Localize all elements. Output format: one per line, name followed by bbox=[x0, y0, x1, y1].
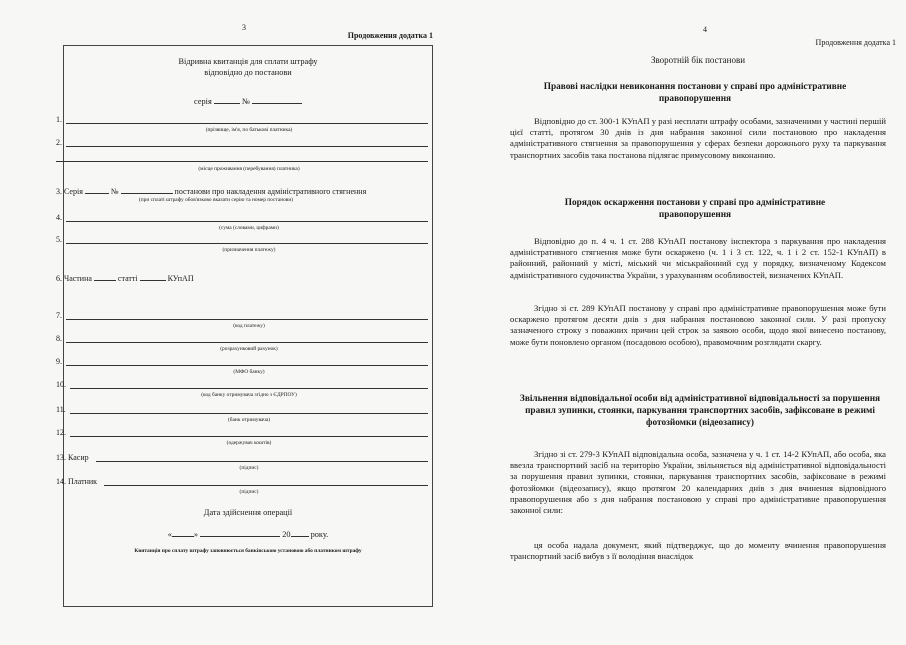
payer-signature-field[interactable] bbox=[104, 485, 428, 486]
row6-article-field[interactable] bbox=[140, 273, 166, 281]
form-row-3 bbox=[56, 186, 366, 196]
row-caption: (одержувач коштів) bbox=[226, 440, 272, 446]
row3-series-label: 3. Серія bbox=[56, 187, 83, 196]
paragraph-exemption: Згідно зі ст. 279-3 КУпАП відповідальна особа, зазначена у ч. 1 ст. 14-2 КУпАП, або особа, яка ввезла транспортний засіб на територію України, звільняється від адміністративної відповідальності за порушення правил зупинки, стоянки, паркування транспортних засобів, зафіксоване в режимі фотозйомки (відеозапису), якщо протягом 20 календарних днів з дня вчинення відповідного правопорушення або з дня набрання постановою у справі про адміністративне правопорушення законної сили: bbox=[510, 449, 886, 516]
row-number: 7. bbox=[56, 311, 62, 320]
payer-label: 14. Платник bbox=[56, 477, 98, 486]
form-footnote: Квитанція про сплату штрафу заповнюється банківською установою або платником штрафу bbox=[134, 548, 362, 554]
row-caption: (сума (словами, цифрами) bbox=[219, 225, 279, 231]
row-caption: (призначення платежу) bbox=[222, 247, 276, 253]
paragraph-appeal-2: Згідно зі ст. 289 КУпАП постанову у справі про адміністративне правопорушення може бути оскаржено протягом десяти днів з дня набрання постановою законної сили. У разі пропуску зазначеного строку з поважних причин цей строк за заявою особи, щодо якої винесено постанову, може бути поновлено органом (посадовою особою), правомочним розглядати скаргу. bbox=[510, 303, 886, 347]
row-caption: (прізвище, ім'я, по батькові платника) bbox=[205, 127, 293, 133]
heading-appeal-procedure: Порядок оскарження постанови у справі про адміністративне правопорушення bbox=[564, 198, 826, 220]
row-caption: (код банку отримувача згідно з ЄДРПОУ) bbox=[201, 392, 297, 398]
right-page bbox=[453, 0, 906, 645]
form-row-8 bbox=[56, 333, 434, 345]
paragraph-consequences: Відповідно до ст. 300-1 КУпАП у разі несплати штрафу особами, зазначеними у частині першій цієї статті, протягом 30 днів із дня набрання законної сили постановою про накладення адміністративного стягнення за правопорушення у сферах безпеки дорожнього руху та паркування транспортних засобів така постанова підлягає примусовому виконанню. bbox=[510, 116, 886, 160]
row-number: 1. bbox=[56, 115, 62, 124]
row3-hint: (при сплаті штрафу обов'язково вказати серію та номер постанови) bbox=[139, 197, 294, 203]
mfo-field[interactable] bbox=[66, 365, 428, 366]
row-caption: (МФО банку) bbox=[233, 369, 265, 375]
row-number: 12. bbox=[56, 428, 66, 437]
month-field[interactable] bbox=[200, 529, 280, 537]
row-caption: (підпис) bbox=[239, 465, 259, 471]
number-field[interactable] bbox=[252, 96, 302, 104]
row-caption: (розрахунковий рахунок) bbox=[220, 346, 278, 352]
payer-address-field[interactable] bbox=[66, 146, 428, 147]
operation-date-title: Дата здійснення операції bbox=[203, 508, 293, 517]
paragraph-exemption-condition: ця особа надала документ, який підтверджує, що до моменту вчинення правопорушення транспортний засіб вибув з її володіння внаслідок bbox=[510, 540, 886, 562]
heading-legal-consequences: Правові наслідки невиконання постанови у справі про адміністративне правопорушення bbox=[543, 82, 847, 104]
paragraph-appeal-1: Відповідно до п. 4 ч. 1 ст. 288 КУпАП постанову інспектора з паркування про накладення адміністративного стягнення може бути оскаржено (ч. 1 і 3 ст. 122, ч. 1 і 2 ст. 152-1 КУпАП) в районний, районний у місті, міський чи міськрайонний суд у порядку, визначеному Кодексом адміністративного судочинства України, з урахуванням особливостей, визначених КУпАП. bbox=[510, 236, 886, 280]
form-title-line2: відповідно до постанови bbox=[204, 68, 292, 77]
edrpou-field[interactable] bbox=[70, 388, 428, 389]
amount-field[interactable] bbox=[66, 221, 428, 222]
row-caption: (код платежу) bbox=[233, 323, 265, 329]
cashier-label: 13. Касир bbox=[56, 453, 89, 462]
continuation-label: Продовження додатка 1 bbox=[347, 31, 433, 40]
form-row-2 bbox=[56, 137, 434, 149]
year-prefix: 20 bbox=[282, 530, 291, 539]
form-row-14 bbox=[56, 476, 434, 488]
row-caption: (банк отримувача) bbox=[227, 417, 271, 423]
continuation-label: Продовження додатка 1 bbox=[815, 38, 896, 47]
heading-exemption: Звільнення відповідальної особи від адміністративної відповідальності за порушення правил зупинки, стоянки, паркування транспортних засобів, зафіксоване в режимі фотозйомки (відеозапису) bbox=[519, 394, 881, 428]
form-title-line1: Відривна квитанція для сплати штрафу bbox=[178, 57, 318, 66]
payment-purpose-field[interactable] bbox=[66, 243, 428, 244]
date-quote-close: » bbox=[193, 530, 199, 539]
date-quote-open: « bbox=[167, 530, 172, 539]
row3-number-field[interactable] bbox=[121, 186, 173, 194]
form-row-11 bbox=[56, 404, 434, 416]
row3-description: постанови про накладення адміністративного стягнення bbox=[174, 187, 367, 196]
recipient-bank-field[interactable] bbox=[70, 413, 428, 414]
form-row-12 bbox=[56, 427, 434, 439]
payer-name-field[interactable] bbox=[66, 123, 428, 124]
year-suffix: року. bbox=[310, 530, 329, 539]
payment-code-field[interactable] bbox=[66, 319, 428, 320]
row6-code-label: КУпАП bbox=[167, 274, 194, 283]
series-field[interactable] bbox=[214, 96, 240, 104]
day-field[interactable] bbox=[172, 529, 194, 537]
reverse-side-title: Зворотній бік постанови bbox=[650, 55, 746, 65]
row-number: 5. bbox=[56, 235, 62, 244]
row-number: 9. bbox=[56, 357, 62, 366]
account-field[interactable] bbox=[66, 342, 428, 343]
series-label: серія bbox=[194, 97, 212, 106]
form-row-1 bbox=[56, 114, 434, 126]
payment-receipt-form bbox=[56, 45, 433, 607]
page-number: 4 bbox=[703, 25, 707, 34]
row-caption: (місце проживання (перебування) платника) bbox=[198, 166, 300, 172]
form-row-9 bbox=[56, 356, 434, 368]
row-number: 4. bbox=[56, 213, 62, 222]
row-number: 2. bbox=[56, 138, 62, 147]
recipient-field[interactable] bbox=[70, 436, 428, 437]
form-row-4 bbox=[56, 212, 434, 224]
operation-date-line bbox=[64, 529, 432, 539]
form-title bbox=[64, 56, 432, 78]
payer-address-field-2[interactable] bbox=[56, 161, 428, 162]
row6-part-field[interactable] bbox=[94, 273, 116, 281]
year-field[interactable] bbox=[291, 529, 309, 537]
form-row-5 bbox=[56, 234, 434, 246]
series-number-line bbox=[64, 96, 432, 106]
row-number: 11. bbox=[56, 405, 66, 414]
number-label: № bbox=[241, 97, 250, 106]
cashier-signature-field[interactable] bbox=[96, 461, 428, 462]
form-row-10 bbox=[56, 379, 434, 391]
form-row-7 bbox=[56, 310, 434, 322]
form-row-2b bbox=[64, 152, 434, 164]
row6-part-label: 6. Частина bbox=[56, 274, 92, 283]
row3-number-label: № bbox=[110, 187, 119, 196]
row-number: 10. bbox=[56, 380, 66, 389]
form-row-6 bbox=[56, 273, 194, 283]
row-number: 8. bbox=[56, 334, 62, 343]
row3-series-field[interactable] bbox=[85, 186, 109, 194]
form-row-13 bbox=[56, 452, 434, 464]
row-caption: (підпис) bbox=[239, 489, 259, 495]
row6-article-label: статті bbox=[117, 274, 138, 283]
page-number: 3 bbox=[242, 23, 246, 32]
